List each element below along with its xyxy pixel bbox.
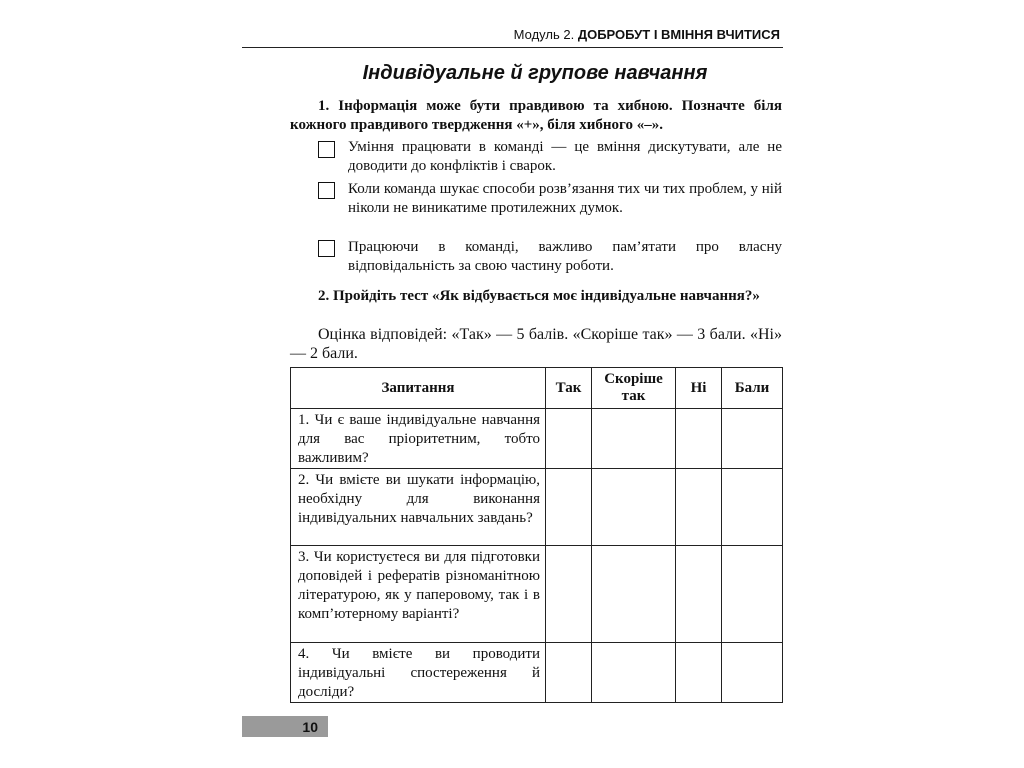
- answer-no-cell[interactable]: [676, 409, 722, 469]
- answer-yes-cell[interactable]: [546, 469, 592, 546]
- answer-yes-cell[interactable]: [546, 546, 592, 643]
- page-number: 10: [302, 719, 318, 735]
- header-rule: [242, 47, 783, 48]
- points-cell[interactable]: [722, 643, 783, 703]
- answer-yes-cell[interactable]: [546, 643, 592, 703]
- answer-rather-yes-cell[interactable]: [592, 546, 676, 643]
- question-1: 1. Чи є ваше індивідуальне навчання для вас пріоритетним, тобто важливим?: [291, 409, 546, 469]
- answer-rather-yes-cell[interactable]: [592, 469, 676, 546]
- statement-3-checkbox[interactable]: [318, 240, 335, 257]
- header-yes: Так: [546, 368, 592, 409]
- answer-rather-yes-cell[interactable]: [592, 643, 676, 703]
- question-2: 2. Чи вмієте ви шукати інформацію, необхідну для виконання індивідуальних навчальних завдань?: [291, 469, 546, 546]
- table-row: [291, 643, 783, 703]
- task2-prompt: 2. Пройдіть тест «Як відбувається моє індивідуальне навчання?»: [318, 288, 760, 304]
- statement-2-checkbox[interactable]: [318, 182, 335, 199]
- header-question: Запитання: [291, 368, 546, 409]
- section-title: Індивідуальне й групове навчання: [362, 62, 708, 84]
- module-number: Модуль 2.: [513, 27, 575, 42]
- statement-3: Працюючи в команді, важливо пам’ятати про власну відповідальність за свою частину роботи.: [348, 239, 782, 274]
- points-cell[interactable]: [722, 409, 783, 469]
- statement-1: Уміння працювати в команді — це вміння дискутувати, але не доводити до конфліктів і сварок.: [348, 139, 782, 174]
- answer-yes-cell[interactable]: [546, 409, 592, 469]
- points-cell[interactable]: [722, 469, 783, 546]
- statement-2: Коли команда шукає способи розв’язання тих чи тих проблем, у ній ніколи не виникатиме протилежних думок.: [348, 181, 782, 216]
- header-points: Бали: [722, 368, 783, 409]
- scoring-note: Оцінка відповідей: «Так» — 5 балів. «Скоріше так» — 3 бали. «Ні» — 2 бали.: [290, 326, 782, 362]
- statement-1-checkbox[interactable]: [318, 141, 335, 158]
- header-no: Ні: [676, 368, 722, 409]
- question-4: 4. Чи вмієте ви проводити індивідуальні спостереження й досліди?: [291, 643, 546, 703]
- running-header: [330, 27, 780, 42]
- module-title: ДОБРОБУТ І ВМІННЯ ВЧИТИСЯ: [577, 27, 780, 42]
- table-row: [291, 546, 783, 643]
- task1-prompt: 1. Інформація може бути правдивою та хибною. Позначте біля кожного правдивого твердження «+», біля хибного «–».: [290, 98, 782, 133]
- question-3: 3. Чи користуєтеся ви для підготовки доповідей і рефератів різноманітною літературою, як у паперовому, так і в комп’ютерному варіанті?: [291, 546, 546, 643]
- table-row: [291, 469, 783, 546]
- answer-no-cell[interactable]: [676, 469, 722, 546]
- header-rather-yes: Скоріше так: [592, 368, 676, 409]
- answer-no-cell[interactable]: [676, 546, 722, 643]
- table-row: [291, 409, 783, 469]
- test-table: [290, 367, 783, 703]
- answer-rather-yes-cell[interactable]: [592, 409, 676, 469]
- table-header-row: [291, 368, 783, 409]
- answer-no-cell[interactable]: [676, 643, 722, 703]
- points-cell[interactable]: [722, 546, 783, 643]
